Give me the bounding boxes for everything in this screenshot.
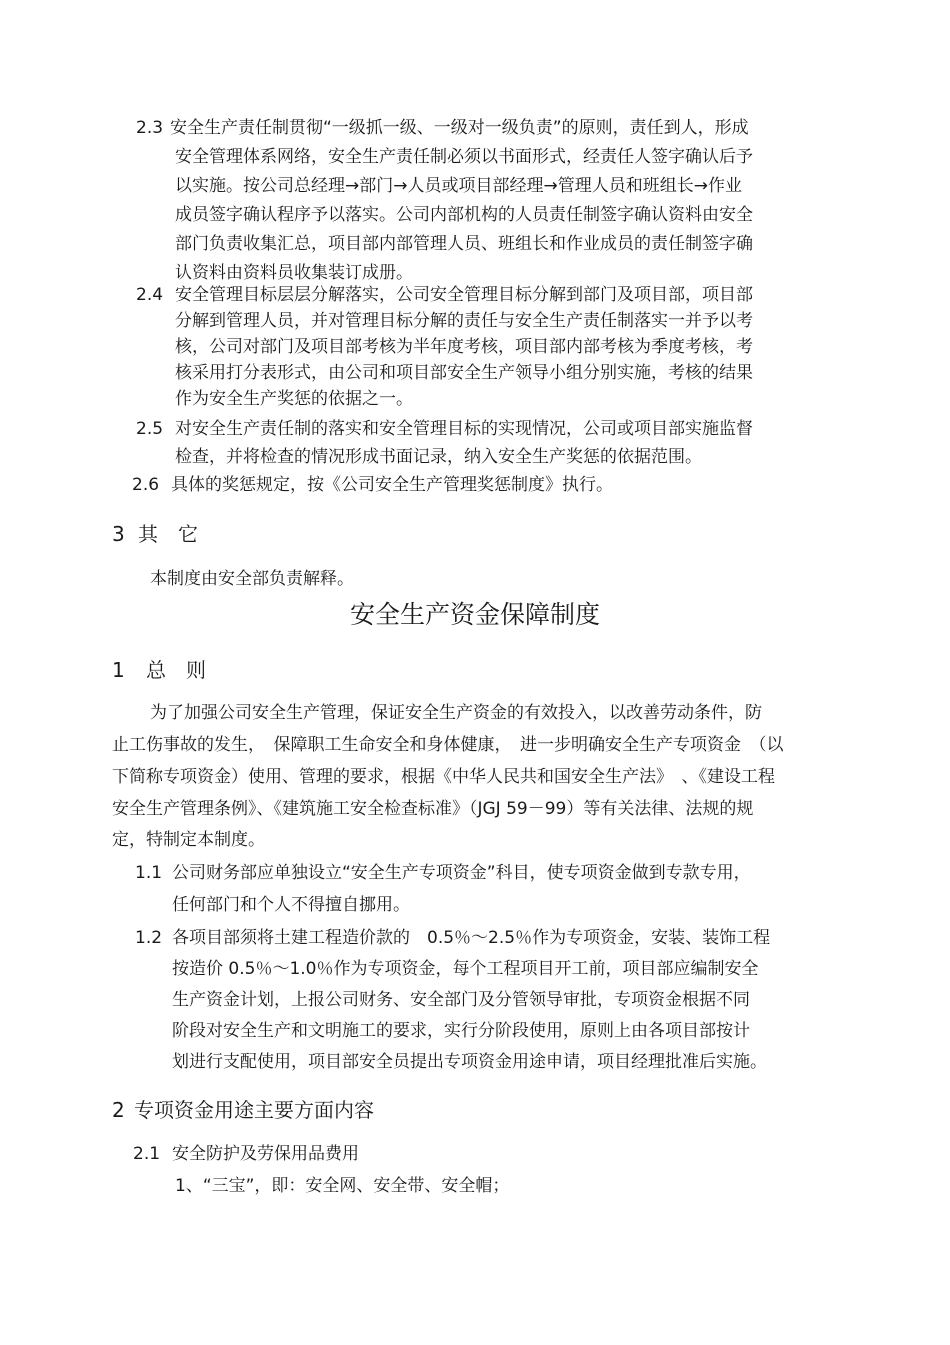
- clause-line: 1、“三宝”，即：安全网、安全带、安全帽；: [175, 1176, 510, 1196]
- paragraph-line: 止工伤事故的发生， 保障职工生命安全和身体健康， 进一步明确安全生产专项资金 （以: [112, 735, 784, 755]
- clause-line: 安全管理体系网络，安全生产责任制必须以书面形式，经责任人签字确认后予: [175, 147, 753, 167]
- body-text: 本制度由安全部负责解释。: [150, 569, 354, 589]
- paragraph-line: 为了加强公司安全生产管理，保证安全生产资金的有效投入，以改善劳动条件，防: [150, 703, 762, 723]
- clause-title: 安全防护及劳保用品费用: [172, 1144, 359, 1164]
- clause-number: 2.6: [132, 475, 160, 495]
- section-heading: [112, 1096, 374, 1124]
- clause-line: 核采用打分表形式，由公司和项目部安全生产领导小组分别实施，考核的结果: [175, 363, 753, 383]
- clause-line: 各项目部须将土建工程造价款的 0.5％～2.5％作为专项资金，安装、装饰工程: [172, 928, 771, 948]
- clause-line: 对安全生产责任制的落实和安全管理目标的实现情况，公司或项目部实施监督: [175, 419, 753, 439]
- clause-line: 分解到管理人员，并对管理目标分解的责任与安全生产责任制落实一并予以考: [175, 311, 753, 331]
- clause-line: 按造价 0.5％～1.0％作为专项资金，每个工程项目开工前，项目部应编制安全: [172, 959, 759, 979]
- heading-title: 专项资金用途主要方面内容: [134, 1098, 374, 1122]
- document-title: 安全生产资金保障制度: [349, 600, 600, 629]
- heading-number: 3: [112, 522, 125, 546]
- heading-title: 其 它: [138, 522, 198, 546]
- paragraph-line: 下简称专项资金）使用、管理的要求，根据《中华人民共和国安全生产法》 、《建设工程: [112, 767, 775, 787]
- heading-number: 2: [112, 1098, 125, 1122]
- clause-line: 作为安全生产奖惩的依据之一。: [175, 389, 413, 409]
- clause-number: 2.5: [136, 419, 164, 439]
- clause-line: 生产资金计划，上报公司财务、安全部门及分管领导审批，专项资金根据不同: [172, 990, 750, 1010]
- clause-line: 部门负责收集汇总，项目部内部管理人员、班组长和作业成员的责任制签字确: [175, 234, 753, 254]
- clause-line: 划进行支配使用，项目部安全员提出专项资金用途申请，项目经理批准后实施。: [172, 1052, 767, 1072]
- clause-line: 核，公司对部门及项目部考核为半年度考核，项目部内部考核为季度考核，考: [175, 337, 753, 357]
- clause-number: 2.3: [136, 118, 164, 138]
- heading-title: 总 则: [146, 658, 206, 682]
- section-heading: [112, 520, 198, 548]
- heading-number: 1: [112, 658, 125, 682]
- clause-number: 2.4: [136, 285, 164, 305]
- section-heading: [112, 656, 206, 684]
- clause-number: 1.1: [135, 863, 163, 883]
- clause-line: 任何部门和个人不得擅自挪用。: [172, 895, 410, 915]
- clause-line: 具体的奖惩规定，按《公司安全生产管理奖惩制度》执行。: [171, 475, 613, 495]
- clause-line: 安全管理目标层层分解落实，公司安全管理目标分解到部门及项目部，项目部: [175, 285, 753, 305]
- clause-line: 检查，并将检查的情况形成书面记录，纳入安全生产奖惩的依据范围。: [175, 447, 702, 467]
- paragraph-line: 安全生产管理条例》、《建筑施工安全检查标准》（JGJ 59－99）等有关法律、法规的规: [112, 799, 754, 819]
- clause-line: 成员签字确认程序予以落实。公司内部机构的人员责任制签字确认资料由安全: [175, 205, 753, 225]
- paragraph-line: 定，特制定本制度。: [112, 830, 265, 850]
- clause-line: 以实施。按公司总经理→部门→人员或项目部经理→管理人员和班组长→作业: [175, 176, 742, 196]
- clause-line: 认资料由资料员收集装订成册。: [175, 263, 413, 283]
- clause-number: 2.1: [133, 1144, 161, 1164]
- clause-number: 1.2: [135, 928, 163, 948]
- clause-line: 阶段对安全生产和文明施工的要求，实行分阶段使用，原则上由各项目部按计: [172, 1021, 750, 1041]
- clause-line: 公司财务部应单独设立“安全生产专项资金”科目，使专项资金做到专款专用，: [172, 863, 751, 883]
- clause-line: 安全生产责任制贯彻“一级抓一级、一级对一级负责”的原则，责任到人，形成: [170, 118, 749, 138]
